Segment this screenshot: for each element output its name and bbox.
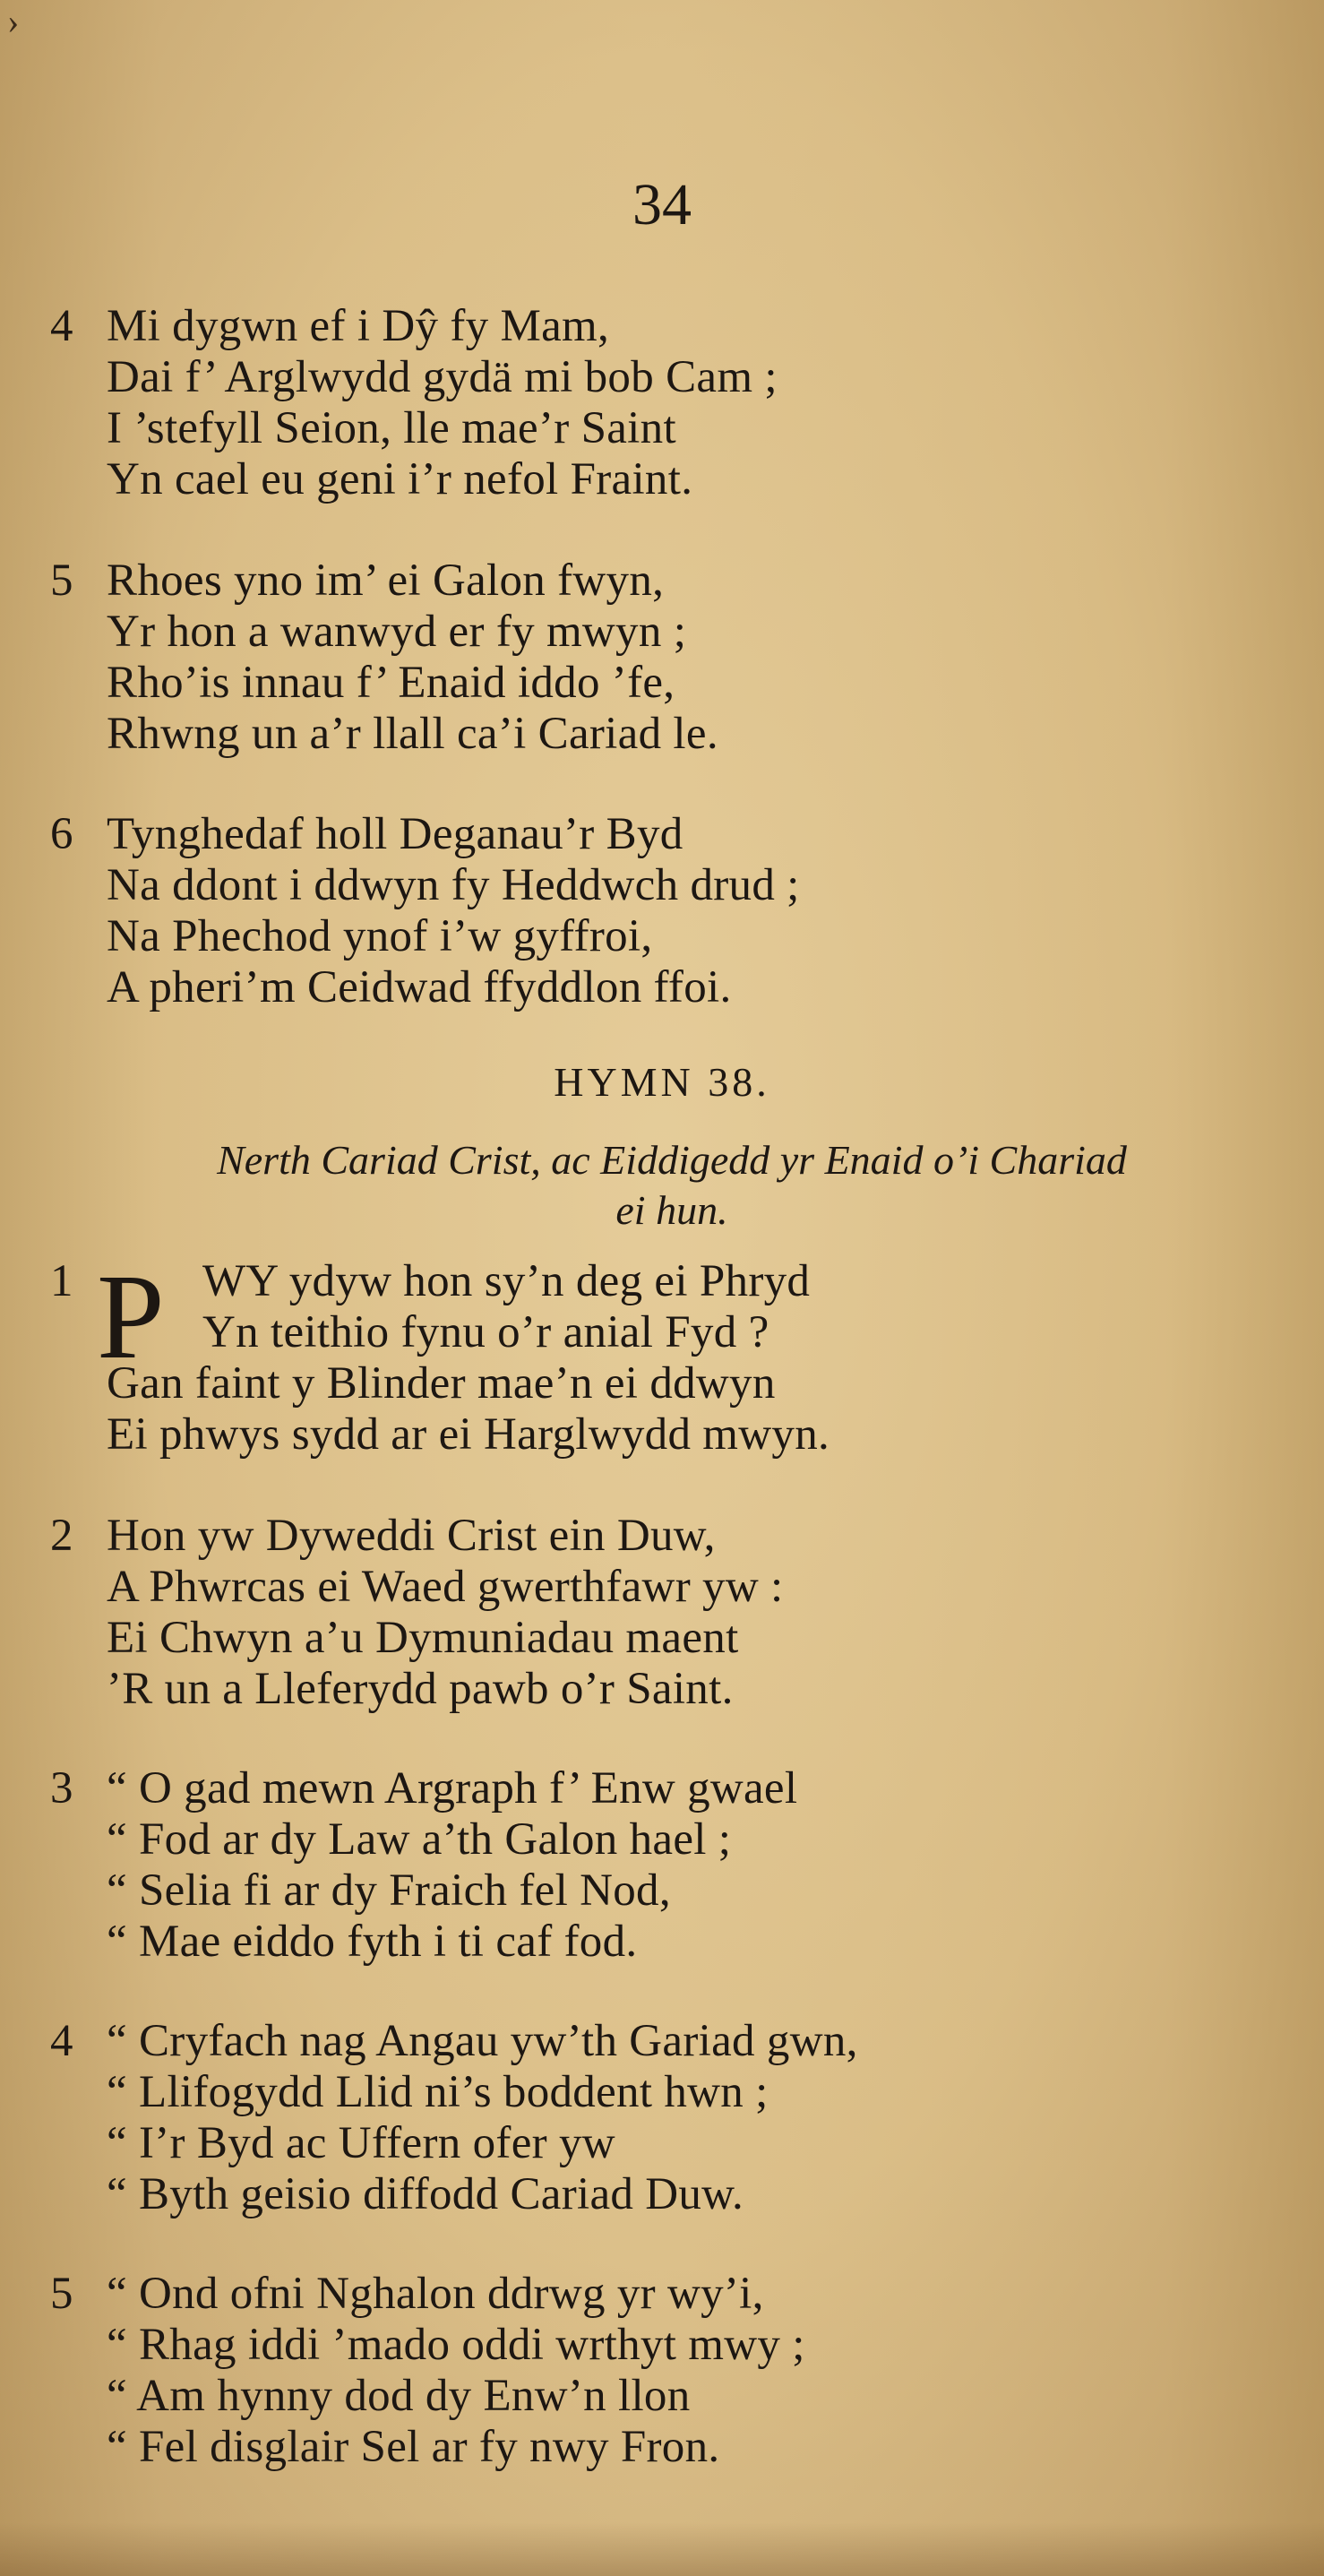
stanza-number: 5 <box>50 556 73 606</box>
stanza-line: Ei phwys sydd ar ei Harglwydd mwyn. <box>107 1409 830 1460</box>
stanza-line-text: Hon yw Dyweddi Crist ein Duw, <box>107 1511 716 1561</box>
stanza-number: 1 <box>50 1256 73 1306</box>
stanza-line: “ Selia fi ar dy Fraich fel Nod, <box>107 1865 671 1916</box>
stanza-line: “ Fel disglair Sel ar fy nwy Fron. <box>107 2422 720 2472</box>
stanza-line: “ Fod ar dy Law a’th Galon hael ; <box>107 1814 732 1865</box>
margin-mark: › <box>7 1 20 41</box>
stanza-line-text: “ Cryfach nag Angau yw’th Gariad gwn, <box>107 2016 858 2066</box>
stanza-line <box>50 2269 1286 2320</box>
stanza-number: 2 <box>50 1511 73 1561</box>
hymn-stanza-2 <box>50 1511 1286 1715</box>
prev-stanza-4 <box>50 301 1286 505</box>
stanza-line: Na ddont i ddwyn fy Heddwch drud ; <box>107 860 800 910</box>
hymn-subtitle-line: ei hun. <box>615 1187 728 1233</box>
stanza-line: Rhwng un a’r llall ca’i Cariad le. <box>107 709 718 759</box>
stanza-line <box>50 1256 1286 1307</box>
prev-stanza-5 <box>50 556 1286 760</box>
hymn-stanza-4 <box>50 2016 1286 2220</box>
stanza-line: “ Rhag iddi ’mado oddi wrthyt mwy ; <box>107 2320 805 2370</box>
stanza-number: 4 <box>50 2016 73 2066</box>
stanza-line <box>50 1763 1286 1814</box>
stanza-line: Yn teithio fynu o’r anial Fyd ? <box>202 1307 769 1357</box>
stanza-line: “ Byth geisio diffodd Cariad Duw. <box>107 2169 744 2219</box>
hymn-stanza-1 <box>50 1250 1286 1460</box>
hymn-heading: HYMN 38. <box>554 1059 770 1105</box>
stanza-line-text: Mi dygwn ef i Dŷ fy Mam, <box>107 301 610 351</box>
stanza-line: “ Am hynny dod dy Enw’n llon <box>107 2371 691 2421</box>
page-number: 34 <box>632 172 692 237</box>
stanza-number: 3 <box>50 1763 73 1814</box>
stanza-line: A pheri’m Ceidwad ffyddlon ffoi. <box>107 962 732 1012</box>
stanza-line: Dai f’ Arglwydd gydä mi bob Cam ; <box>107 352 778 402</box>
stanza-number: 6 <box>50 809 73 859</box>
stanza-line: A Phwrcas ei Waed gwerthfawr yw : <box>107 1562 784 1612</box>
hymn-stanza-3 <box>50 1763 1286 1968</box>
stanza-line: Rho’is innau f’ Enaid iddo ’fe, <box>107 658 675 708</box>
stanza-line-text: WY ydyw hon sy’n deg ei Phryd <box>202 1256 811 1306</box>
stanza-line-text: Rhoes yno im’ ei Galon fwyn, <box>107 556 665 606</box>
stanza-line: Gan faint y Blinder mae’n ei ddwyn <box>107 1358 776 1409</box>
drop-cap-letter: P <box>97 1250 165 1384</box>
stanza-line: “ Mae eiddo fyth i ti caf fod. <box>107 1917 638 1967</box>
stanza-line <box>50 1511 1286 1562</box>
stanza-line <box>50 556 1286 607</box>
hymn-subtitle-line: Nerth Cariad Crist, ac Eiddigedd yr Enaid o’i Chariad <box>217 1137 1127 1183</box>
stanza-line <box>50 809 1286 860</box>
stanza-line: Ei Chwyn a’u Dymuniadau maent <box>107 1613 739 1663</box>
stanza-line <box>50 2016 1286 2067</box>
stanza-line-text: Tynghedaf holl Deganau’r Byd <box>107 809 683 859</box>
stanza-line <box>50 301 1286 352</box>
stanza-line: Yr hon a wanwyd er fy mwyn ; <box>107 607 687 657</box>
stanza-line: “ I’r Byd ac Uffern ofer yw <box>107 2118 615 2168</box>
stanza-line-text: “ O gad mewn Argraph f’ Enw gwael <box>107 1763 798 1814</box>
hymn-stanza-5 <box>50 2269 1286 2473</box>
stanza-line: I ’stefyll Seion, lle mae’r Saint <box>107 403 676 453</box>
stanza-line: “ Llifogydd Llid ni’s boddent hwn ; <box>107 2067 769 2117</box>
stanza-line: Na Phechod ynof i’w gyffroi, <box>107 911 653 961</box>
prev-stanza-6 <box>50 809 1286 1013</box>
stanza-line-text: “ Ond ofni Nghalon ddrwg yr wy’i, <box>107 2269 764 2319</box>
stanza-number: 5 <box>50 2269 73 2319</box>
stanza-line: Yn cael eu geni i’r nefol Fraint. <box>107 454 693 504</box>
stanza-line: ’R un a Lleferydd pawb o’r Saint. <box>107 1664 734 1714</box>
hymn-subtitle <box>63 1135 1281 1236</box>
stanza-number: 4 <box>50 301 73 351</box>
